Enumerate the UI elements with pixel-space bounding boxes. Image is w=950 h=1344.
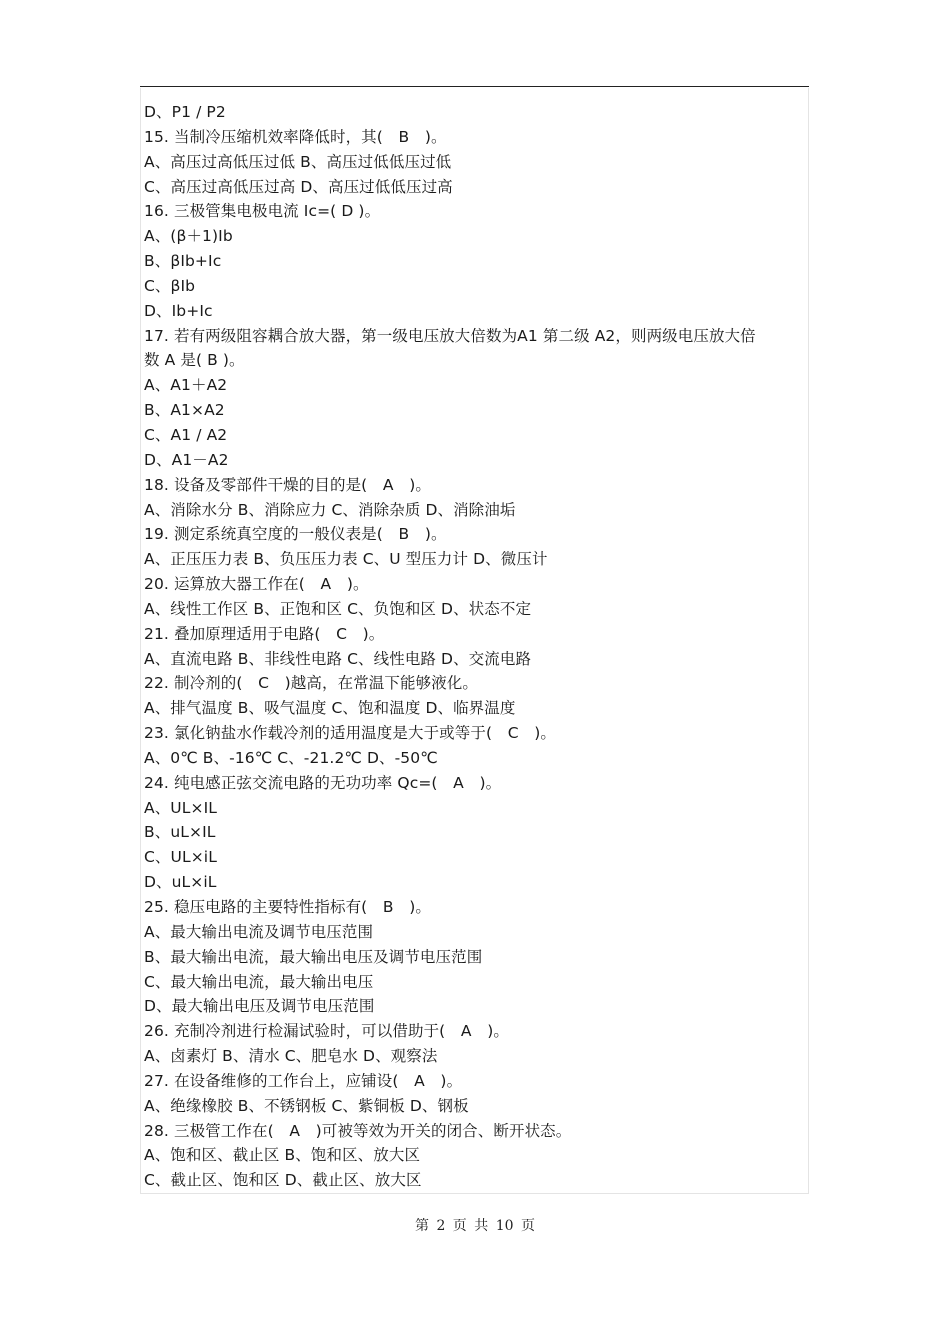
text-line: 24. 纯电感正弦交流电路的无功功率 Qc=( A )。 — [144, 773, 502, 792]
text-line: 21. 叠加原理适用于电路( C )。 — [144, 624, 385, 643]
text-line: 28. 三极管工作在( A )可被等效为开关的闭合、断开状态。 — [144, 1121, 572, 1140]
text-line: D、最大输出电压及调节电压范围 — [144, 997, 375, 1016]
text-line: 18. 设备及零部件干燥的目的是( A )。 — [144, 475, 431, 494]
text-line: A、直流电路 B、非线性电路 C、线性电路 D、交流电路 — [144, 649, 532, 668]
text-line: A、饱和区、截止区 B、饱和区、放大区 — [144, 1146, 421, 1165]
text-line: A、0℃ B、-16℃ C、-21.2℃ D、-50℃ — [144, 748, 438, 767]
text-line: A、(β＋1)Ib — [144, 227, 233, 246]
text-line: 22. 制冷剂的( C )越高，在常温下能够液化。 — [144, 674, 478, 693]
text-line: C、A1 / A2 — [144, 425, 228, 444]
text-line: B、A1×A2 — [144, 401, 225, 420]
header-rule — [140, 86, 809, 87]
text-line: A、绝缘橡胶 B、不锈钢板 C、紫铜板 D、钢板 — [144, 1096, 469, 1115]
text-line: 数 A 是( B )。 — [144, 351, 245, 370]
text-line: B、βIb+Ic — [144, 252, 222, 271]
text-line: A、UL×IL — [144, 798, 217, 817]
text-line: A、排气温度 B、吸气温度 C、饱和温度 D、临界温度 — [144, 699, 516, 718]
text-line: D、uL×iL — [144, 873, 217, 892]
text-line: 15. 当制冷压缩机效率降低时，其( B )。 — [144, 127, 447, 146]
text-line: C、高压过高低压过高 D、高压过低低压过高 — [144, 177, 453, 196]
text-line: C、最大输出电流，最大输出电压 — [144, 972, 374, 991]
text-line: 23. 氯化钠盐水作载冷剂的适用温度是大于或等于( C )。 — [144, 724, 556, 743]
question-text — [144, 100, 806, 1193]
text-line: A、正压压力表 B、负压压力表 C、U 型压力计 D、微压计 — [144, 550, 548, 569]
text-line: D、Ib+Ic — [144, 301, 213, 320]
text-line: C、截止区、饱和区 D、截止区、放大区 — [144, 1171, 422, 1190]
text-line: 20. 运算放大器工作在( A )。 — [144, 575, 369, 594]
text-line: 19. 测定系统真空度的一般仪表是( B )。 — [144, 525, 447, 544]
text-line: 26. 充制冷剂进行检漏试验时，可以借助于( A )。 — [144, 1022, 509, 1041]
text-line: 27. 在设备维修的工作台上，应铺设( A )。 — [144, 1071, 463, 1090]
text-line: C、βIb — [144, 276, 196, 295]
text-line: 17. 若有两级阻容耦合放大器，第一级电压放大倍数为A1 第二级 A2，则两级电压放大倍 — [144, 326, 756, 345]
text-line: C、UL×iL — [144, 848, 217, 867]
text-line: A、线性工作区 B、正饱和区 C、负饱和区 D、状态不定 — [144, 599, 532, 618]
text-line: A、消除水分 B、消除应力 C、消除杂质 D、消除油垢 — [144, 500, 516, 519]
text-line: A、卤素灯 B、清水 C、肥皂水 D、观察法 — [144, 1047, 438, 1066]
text-line: 25. 稳压电路的主要特性指标有( B )。 — [144, 898, 432, 916]
page-footer: 第 2 页 共 10 页 — [415, 1218, 535, 1234]
text-line: A、高压过高低压过低 B、高压过低低压过低 — [144, 152, 452, 171]
text-line: A、最大输出电流及调节电压范围 — [144, 922, 374, 941]
text-line: B、uL×IL — [144, 823, 216, 842]
text-line: B、最大输出电流，最大输出电压及调节电压范围 — [144, 947, 483, 966]
text-line: A、A1＋A2 — [144, 376, 228, 395]
text-line: D、P1 / P2 — [144, 103, 226, 121]
text-line: 16. 三极管集电极电流 Ic=( D )。 — [144, 202, 381, 221]
text-line: D、A1－A2 — [144, 450, 229, 469]
